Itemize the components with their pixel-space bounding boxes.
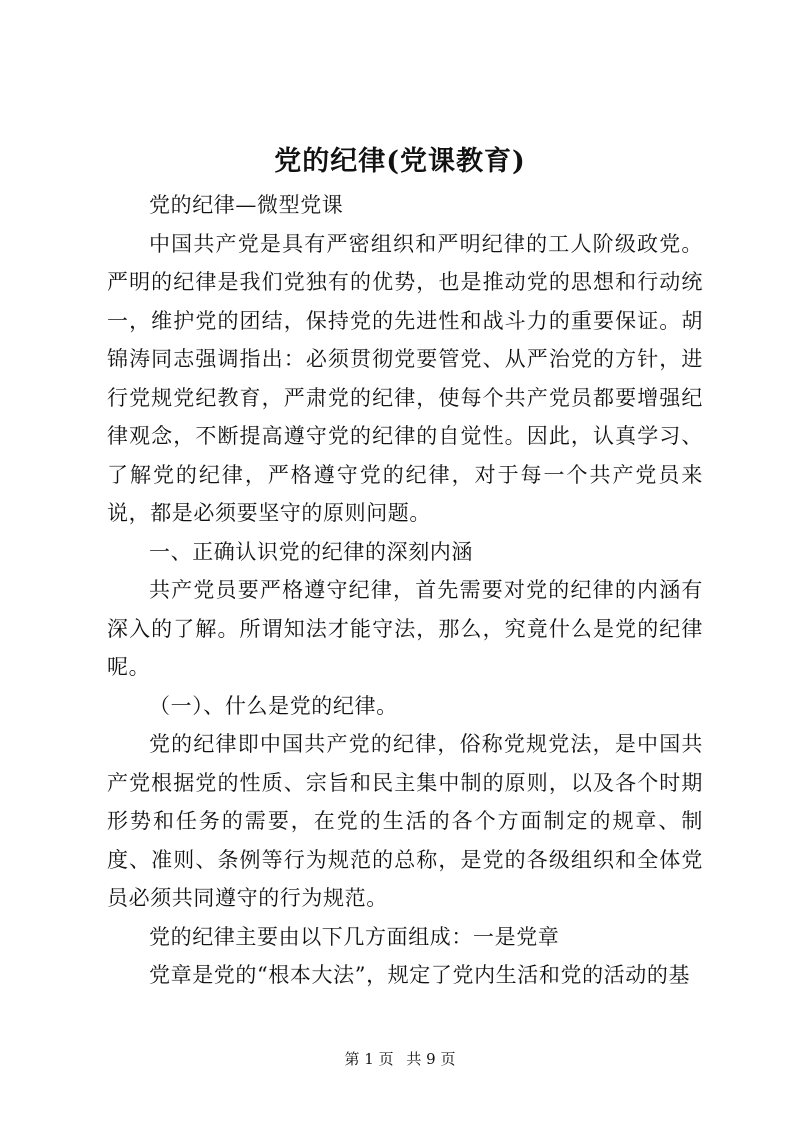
- paragraph-intro: 中国共产党是具有严密组织和严明纪律的工人阶级政党。严明的纪律是我们党独有的优势，也是推动党的思想和行动统一，维护党的团结，保持党的先进性和战斗力的重要保证。胡锦涛同志强调指出：必须贯彻党要管党、从严治党的方针，进行党规党纪教育，严肃党的纪律，使每个共产党员都要增强纪律观念，不断提高遵守党的纪律的自觉性。因此，认真学习、了解党的纪律，严格遵守党的纪律，对于每一个共产党员来说，都是必须要坚守的原则问题。: [107, 231, 703, 525]
- paragraph-subtitle: 党的纪律—微型党课: [149, 193, 344, 217]
- subsection-heading-1: （一）、什么是党的纪律。: [149, 693, 398, 718]
- document-title: 党的纪律(党课教育): [274, 146, 526, 177]
- document-body: [107, 186, 703, 995]
- paragraph-party-constitution: 党章是党的“根本大法”，规定了党内生活和党的活动的基: [149, 963, 691, 987]
- total-pages: 共 9 页: [406, 1050, 456, 1068]
- paragraph-section-1: 共产党员要严格遵守纪律，首先需要对党的纪律的内涵有深入的了解。所谓知法才能守法，那么，究竟什么是党的纪律呢。: [107, 578, 703, 679]
- page-number: 第 1 页: [344, 1050, 394, 1068]
- page-footer: [0, 1049, 800, 1069]
- paragraph-definition: 党的纪律即中国共产党的纪律，俗称党规党法，是中国共产党根据党的性质、宗旨和民主集中制的原则，以及各个时期形势和任务的需要，在党的生活的各个方面制定的规章、制度、准则、条例等行为规范的总称，是党的各级组织和全体党员必须共同遵守的行为规范。: [107, 732, 703, 910]
- section-heading-1: 一、正确认识党的纪律的深刻内涵: [149, 539, 473, 564]
- paragraph-composition: 党的纪律主要由以下几方面组成：一是党章: [149, 924, 560, 949]
